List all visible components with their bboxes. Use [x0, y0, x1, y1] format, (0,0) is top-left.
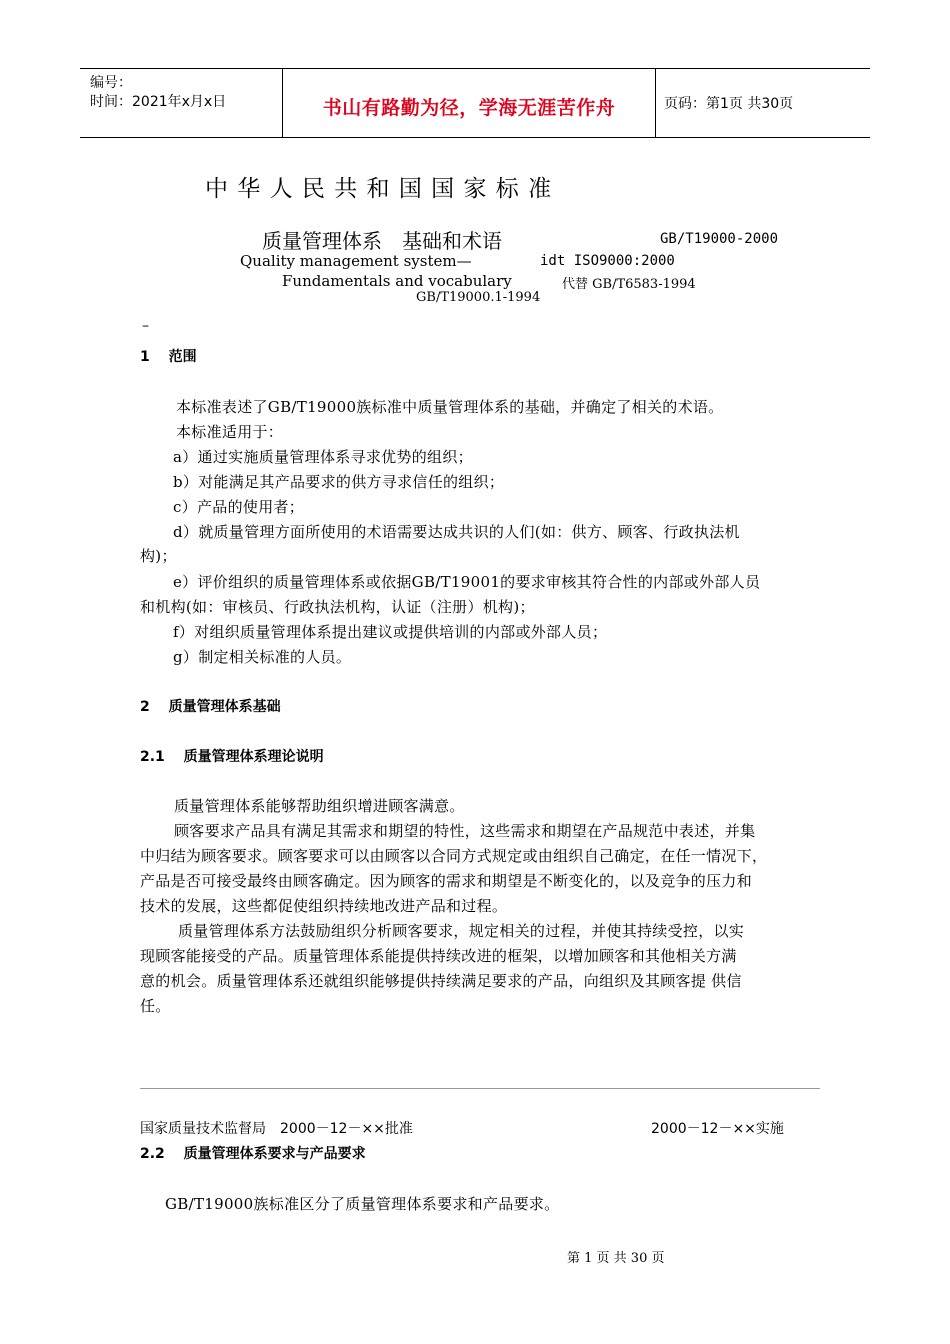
- section-2-2-heading: 2.2 质量管理体系要求与产品要求: [140, 1146, 366, 1162]
- header-table: [80, 68, 870, 138]
- list-item-e-line2: 和机构(如：审核员、行政执法机构，认证（注册）机构)；: [140, 598, 535, 616]
- footer-divider: [140, 1088, 820, 1089]
- national-standard-title: 中 华 人 民 共 和 国 国 家 标 准: [205, 176, 553, 202]
- list-item-c: c）产品的使用者；: [173, 498, 305, 516]
- list-item-e-line1: e）评价组织的质量管理体系或依据GB/T19001的要求审核其符合性的内部或外部人员: [173, 573, 761, 591]
- list-item-f: f）对组织质量管理体系提出建议或提供培训的内部或外部人员；: [173, 623, 608, 641]
- cn-title: 质量管理体系 基础和术语: [262, 229, 502, 253]
- section-2-1-paragraph-3-line2: 现顾客能接受的产品。质量管理体系能提供持续改进的框架，以增加顾客和其他相关方满: [140, 947, 737, 965]
- en-title-line1: Quality management system—: [240, 252, 472, 270]
- section-2-heading: 2 质量管理体系基础: [140, 699, 281, 715]
- en-title-line2: Fundamentals and vocabulary: [282, 272, 512, 290]
- list-item-d-line2: 构)；: [140, 547, 177, 565]
- list-item-d-line1: d）就质量管理方面所使用的术语需要达成共识的人们(如：供方、顾客、行政执法机: [173, 523, 740, 541]
- std-number: GB/T19000-2000: [660, 231, 779, 247]
- header-page-cell: [654, 69, 870, 137]
- section-2-1-paragraph-3-line3: 意的机会。质量管理体系还就组织能够提供持续满足要求的产品，向组织及其顾客提 供信: [140, 972, 742, 990]
- section-2-1-paragraph-3-line1: 质量管理体系方法鼓励组织分析顾客要求，规定相关的过程，并使其持续受控，以实: [178, 922, 745, 940]
- header-motto-cell: [282, 69, 656, 137]
- motto-text: 书山有路勤为径，学海无涯苦作舟: [322, 97, 616, 119]
- header-meta-cell: [80, 69, 282, 137]
- section-1-paragraph-1: 本标准表述了GB/T19000族标准中质量管理体系的基础，并确定了相关的术语。: [176, 398, 724, 416]
- list-item-a: a）通过实施质量管理体系寻求优势的组织；: [173, 448, 473, 466]
- section-2-1-paragraph-3-line4: 任。: [140, 997, 171, 1015]
- section-2-1-paragraph-2-line3: 产品是否可接受最终由顾客确定。因为顾客的需求和期望是不断变化的，以及竞争的压力和: [140, 872, 753, 890]
- implementation-line: 2000－12－××实施: [651, 1121, 784, 1137]
- list-item-b: b）对能满足其产品要求的供方寻求信任的组织；: [173, 473, 505, 491]
- section-2-1-paragraph-2-line4: 技术的发展，这些都促使组织持续地改进产品和过程。: [140, 897, 508, 915]
- section-1-paragraph-2: 本标准适用于：: [176, 423, 284, 441]
- section-2-1-heading: 2.1 质量管理体系理论说明: [140, 749, 324, 765]
- replaces-standard-line2: GB/T19000.1-1994: [416, 290, 541, 305]
- section-1-heading: 1 范围: [140, 349, 197, 365]
- section-2-1-paragraph-1: 质量管理体系能够帮助组织增进顾客满意。: [174, 797, 465, 815]
- date-line: 时间：2021年x月x日: [90, 94, 227, 110]
- code-label: 编号：: [90, 75, 132, 91]
- section-2-2-paragraph-1: GB/T19000族标准区分了质量管理体系要求和产品要求。: [165, 1195, 560, 1213]
- page-footer: 第 1 页 共 30 页: [567, 1251, 665, 1266]
- section-2-1-paragraph-2-line1: 顾客要求产品具有满足其需求和期望的特性，这些需求和期望在产品规范中表述，并集: [174, 822, 756, 840]
- section-2-1-paragraph-2-line2: 中归结为顾客要求。顾客要求可以由顾客以合同方式规定或由组织自己确定，在任一情况下，: [140, 847, 768, 865]
- dash-mark: –: [142, 318, 149, 334]
- page-info: 页码：第1页 共30页: [664, 96, 794, 112]
- list-item-g: g）制定相关标准的人员。: [173, 648, 352, 666]
- replaces-standard: 代替 GB/T6583-1994: [562, 277, 696, 292]
- approval-line: 国家质量技术监督局 2000－12－××批准: [140, 1121, 413, 1137]
- idt-reference: idt ISO9000:2000: [540, 253, 675, 269]
